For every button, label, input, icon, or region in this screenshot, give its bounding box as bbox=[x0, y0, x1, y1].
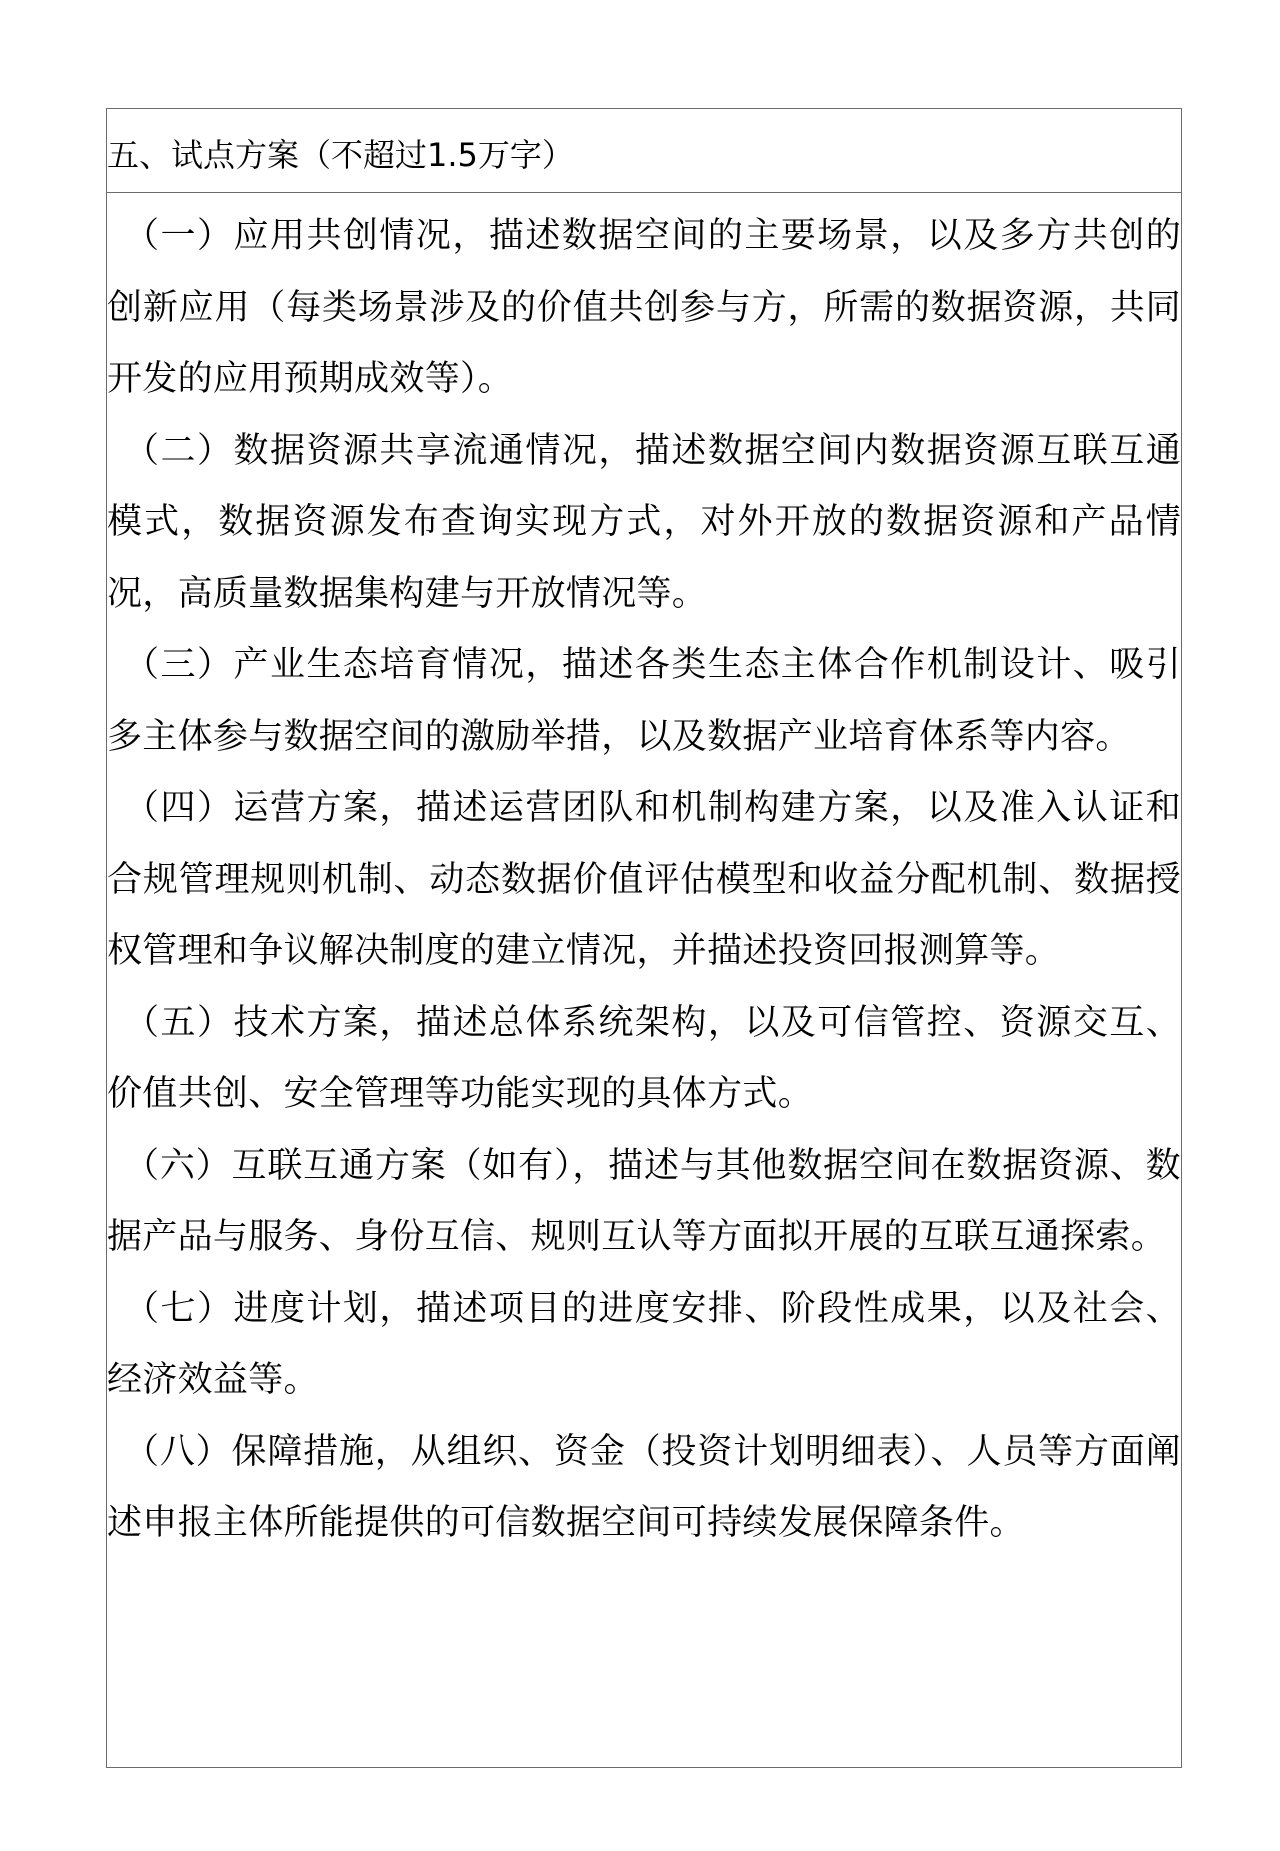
paragraph-3: （三）产业生态培育情况，描述各类生态主体合作机制设计、吸引多主体参与数据空间的激励举措，以及数据产业培育体系等内容。 bbox=[107, 645, 1181, 757]
paragraph-7: （七）进度计划，描述项目的进度安排、阶段性成果，以及社会、经济效益等。 bbox=[107, 1288, 1181, 1400]
section-body bbox=[107, 193, 1181, 1560]
section-title: 五、试点方案（不超过1.5万字） bbox=[107, 109, 1181, 193]
paragraph-1: （一）应用共创情况，描述数据空间的主要场景，以及多方共创的创新应用（每类场景涉及的价值共创参与方，所需的数据资源，共同开发的应用预期成效等）。 bbox=[107, 216, 1181, 399]
paragraph-6: （六）互联互通方案（如有），描述与其他数据空间在数据资源、数据产品与服务、身份互信、规则互认等方面拟开展的互联互通探索。 bbox=[107, 1145, 1181, 1257]
paragraph-4: （四）运营方案，描述运营团队和机制构建方案，以及准入认证和合规管理规则机制、动态数据价值评估模型和收益分配机制、数据授权管理和争议解决制度的建立情况，并描述投资回报测算等。 bbox=[107, 788, 1181, 971]
form-table bbox=[106, 108, 1182, 1768]
paragraph-8: （八）保障措施，从组织、资金（投资计划明细表）、人员等方面阐述申报主体所能提供的可信数据空间可持续发展保障条件。 bbox=[107, 1431, 1181, 1543]
paragraph-5: （五）技术方案，描述总体系统架构，以及可信管控、资源交互、价值共创、安全管理等功能实现的具体方式。 bbox=[107, 1002, 1181, 1114]
paragraph-2: （二）数据资源共享流通情况，描述数据空间内数据资源互联互通模式，数据资源发布查询实现方式，对外开放的数据资源和产品情况，高质量数据集构建与开放情况等。 bbox=[107, 430, 1181, 614]
